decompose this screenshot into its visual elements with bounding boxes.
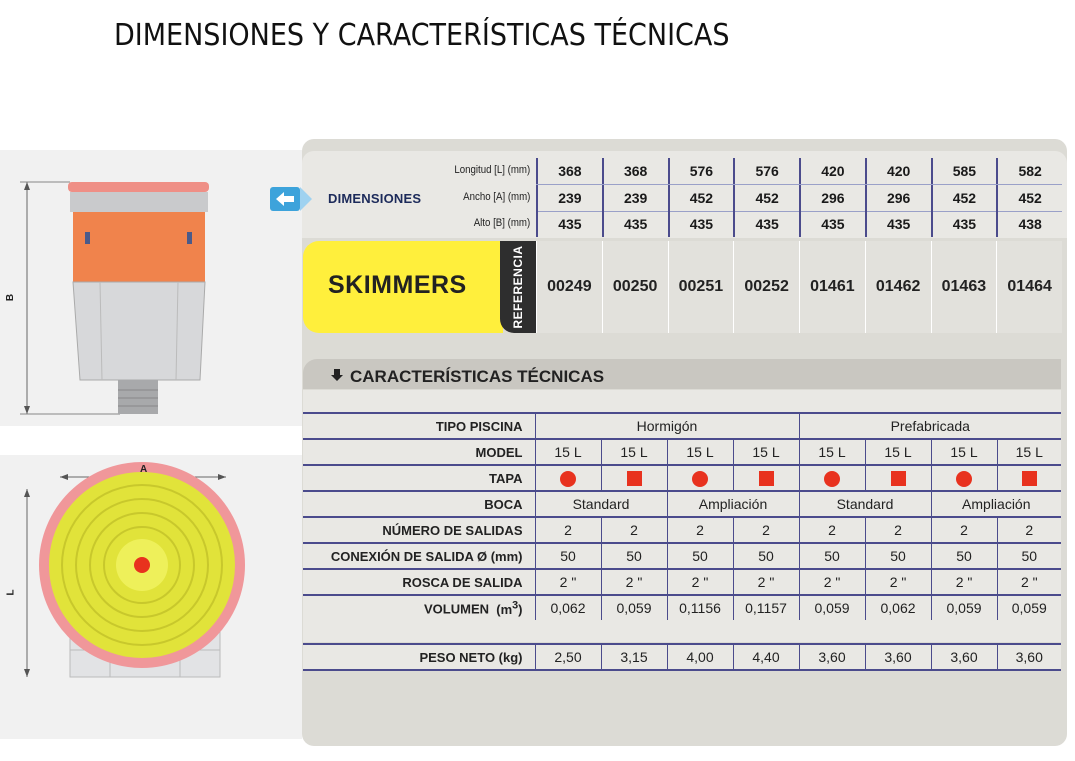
tapa-cell bbox=[997, 465, 1061, 491]
dim-value: 452 bbox=[733, 185, 799, 211]
volumen-cell: 0,1157 bbox=[733, 595, 799, 621]
dim-value: 239 bbox=[602, 185, 668, 211]
dim-label-alto: Alto [B] (mm) bbox=[473, 217, 530, 229]
peso-table bbox=[303, 643, 1061, 671]
arrow-left-icon bbox=[270, 187, 300, 211]
boca-cell: Ampliación bbox=[931, 491, 1061, 517]
row-volumen bbox=[303, 595, 1061, 621]
volumen-cell: 0,059 bbox=[997, 595, 1061, 621]
dim-value: 239 bbox=[536, 185, 602, 211]
conexion-cell: 50 bbox=[535, 543, 601, 569]
group-cell: Prefabricada bbox=[799, 413, 1061, 439]
square-lid-icon bbox=[1022, 471, 1037, 486]
peso-cell: 4,00 bbox=[667, 644, 733, 670]
boca-cell: Standard bbox=[799, 491, 931, 517]
salidas-cell: 2 bbox=[997, 517, 1061, 543]
volumen-cell: 0,059 bbox=[799, 595, 865, 621]
dim-value: 435 bbox=[668, 211, 734, 237]
round-lid-icon bbox=[824, 471, 840, 487]
row-label: BOCA bbox=[303, 491, 535, 517]
dim-label-ancho: Ancho [A] (mm) bbox=[462, 191, 530, 203]
salidas-cell: 2 bbox=[865, 517, 931, 543]
conexion-cell: 50 bbox=[667, 543, 733, 569]
dim-value: 452 bbox=[668, 185, 734, 211]
volumen-cell: 0,062 bbox=[865, 595, 931, 621]
row-boca bbox=[303, 491, 1061, 517]
conexion-cell: 50 bbox=[799, 543, 865, 569]
model-cell: 15 L bbox=[997, 439, 1061, 465]
skimmer-top-view-drawing bbox=[0, 455, 302, 739]
tapa-cell bbox=[667, 465, 733, 491]
model-cell: 15 L bbox=[601, 439, 667, 465]
tag-arrow-tip bbox=[300, 187, 312, 211]
volumen-label-cell bbox=[303, 595, 535, 621]
dimension-b-label: B bbox=[5, 293, 17, 302]
peso-cell: 3,60 bbox=[799, 644, 865, 670]
row-label: NÚMERO DE SALIDAS bbox=[303, 517, 535, 543]
model-cell: 15 L bbox=[865, 439, 931, 465]
square-lid-icon bbox=[759, 471, 774, 486]
rosca-cell: 2 " bbox=[799, 569, 865, 595]
dim-value: 420 bbox=[799, 158, 865, 184]
rosca-cell: 2 " bbox=[997, 569, 1061, 595]
reference-code: 00251 bbox=[668, 241, 734, 333]
caracteristicas-title: CARACTERÍSTICAS TÉCNICAS bbox=[350, 367, 605, 386]
dim-value: 435 bbox=[536, 211, 602, 237]
dim-value: 582 bbox=[996, 158, 1062, 184]
conexion-cell: 50 bbox=[997, 543, 1061, 569]
model-cell: 15 L bbox=[733, 439, 799, 465]
skimmers-title: SKIMMERS bbox=[328, 271, 467, 299]
row-salidas bbox=[303, 517, 1061, 543]
row-label: PESO NETO (kg) bbox=[303, 644, 535, 670]
row-tapa bbox=[303, 465, 1061, 491]
row-label: TAPA bbox=[303, 465, 535, 491]
reference-code: 01463 bbox=[931, 241, 997, 333]
dim-value: 452 bbox=[931, 185, 997, 211]
peso-cell: 3,60 bbox=[997, 644, 1061, 670]
dim-value: 420 bbox=[865, 158, 931, 184]
row-conexion bbox=[303, 543, 1061, 569]
round-lid-icon bbox=[956, 471, 972, 487]
boca-cell: Standard bbox=[535, 491, 667, 517]
volumen-cell: 0,059 bbox=[931, 595, 997, 621]
dimension-a-label: A bbox=[140, 464, 148, 475]
volumen-unit-base: (m bbox=[496, 601, 513, 617]
dim-row-longitud bbox=[536, 158, 1062, 184]
dimensiones-tag bbox=[270, 185, 436, 213]
reference-code: 00250 bbox=[602, 241, 668, 333]
tapa-cell bbox=[601, 465, 667, 491]
dim-value: 368 bbox=[536, 158, 602, 184]
dim-value: 576 bbox=[733, 158, 799, 184]
salidas-cell: 2 bbox=[733, 517, 799, 543]
dimensiones-label: DIMENSIONES bbox=[328, 191, 422, 206]
volumen-unit bbox=[496, 599, 523, 617]
reference-code: 00252 bbox=[733, 241, 799, 333]
reference-code: 01462 bbox=[865, 241, 931, 333]
model-cell: 15 L bbox=[667, 439, 733, 465]
dim-value: 435 bbox=[931, 211, 997, 237]
rosca-cell: 2 " bbox=[601, 569, 667, 595]
peso-cell: 4,40 bbox=[733, 644, 799, 670]
dim-label-longitud: Longitud [L] (mm) bbox=[454, 164, 530, 176]
rosca-cell: 2 " bbox=[667, 569, 733, 595]
row-label: MODEL bbox=[303, 439, 535, 465]
volumen-cell: 0,059 bbox=[601, 595, 667, 621]
row-tipo-piscina bbox=[303, 413, 1061, 439]
volumen-unit-exponent: 3 bbox=[512, 599, 519, 612]
dim-value: 452 bbox=[996, 185, 1062, 211]
salidas-cell: 2 bbox=[931, 517, 997, 543]
reference-code: 00249 bbox=[536, 241, 602, 333]
dim-value: 435 bbox=[602, 211, 668, 237]
conexion-cell: 50 bbox=[931, 543, 997, 569]
dim-row-ancho bbox=[536, 184, 1062, 212]
round-lid-icon bbox=[692, 471, 708, 487]
rosca-cell: 2 " bbox=[535, 569, 601, 595]
square-lid-icon bbox=[627, 471, 642, 486]
square-lid-icon bbox=[891, 471, 906, 486]
boca-cell: Ampliación bbox=[667, 491, 799, 517]
rosca-cell: 2 " bbox=[931, 569, 997, 595]
row-model bbox=[303, 439, 1061, 465]
dim-value: 585 bbox=[931, 158, 997, 184]
conexion-cell: 50 bbox=[601, 543, 667, 569]
round-lid-icon bbox=[560, 471, 576, 487]
volumen-cell: 0,1156 bbox=[667, 595, 733, 621]
salidas-cell: 2 bbox=[667, 517, 733, 543]
dimension-l-label: L bbox=[5, 589, 17, 596]
arrow-down-icon bbox=[330, 368, 344, 382]
dim-value: 368 bbox=[602, 158, 668, 184]
dim-value: 576 bbox=[668, 158, 734, 184]
rosca-cell: 2 " bbox=[865, 569, 931, 595]
peso-cell: 3,60 bbox=[865, 644, 931, 670]
dim-value: 296 bbox=[865, 185, 931, 211]
reference-code: 01461 bbox=[799, 241, 865, 333]
row-peso bbox=[303, 644, 1061, 670]
page-title: DIMENSIONES Y CARACTERÍSTICAS TÉCNICAS bbox=[114, 18, 730, 53]
row-label: TIPO PISCINA bbox=[303, 413, 535, 439]
reference-row bbox=[536, 241, 1062, 333]
tapa-cell bbox=[733, 465, 799, 491]
row-label: ROSCA DE SALIDA bbox=[303, 569, 535, 595]
row-label: VOLUMEN bbox=[424, 601, 489, 617]
volumen-cell: 0,062 bbox=[535, 595, 601, 621]
dim-value: 435 bbox=[733, 211, 799, 237]
tapa-cell bbox=[799, 465, 865, 491]
model-cell: 15 L bbox=[931, 439, 997, 465]
salidas-cell: 2 bbox=[601, 517, 667, 543]
rosca-cell: 2 " bbox=[733, 569, 799, 595]
group-cell: Hormigón bbox=[535, 413, 799, 439]
dim-value: 438 bbox=[996, 211, 1062, 237]
referencia-label: REFERENCIA bbox=[511, 245, 525, 329]
tapa-cell bbox=[865, 465, 931, 491]
dim-value: 435 bbox=[865, 211, 931, 237]
tapa-cell bbox=[535, 465, 601, 491]
peso-cell: 3,15 bbox=[601, 644, 667, 670]
peso-cell: 2,50 bbox=[535, 644, 601, 670]
dim-row-alto bbox=[536, 211, 1062, 237]
reference-code: 01464 bbox=[996, 241, 1062, 333]
conexion-cell: 50 bbox=[865, 543, 931, 569]
conexion-cell: 50 bbox=[733, 543, 799, 569]
skimmer-side-view-drawing bbox=[0, 150, 302, 426]
peso-cell: 3,60 bbox=[931, 644, 997, 670]
specs-table bbox=[303, 412, 1061, 622]
tapa-cell bbox=[931, 465, 997, 491]
spec-spacer bbox=[303, 390, 1061, 412]
dim-value: 435 bbox=[799, 211, 865, 237]
model-cell: 15 L bbox=[535, 439, 601, 465]
salidas-cell: 2 bbox=[535, 517, 601, 543]
volumen-unit-close: ) bbox=[518, 601, 523, 617]
dim-value: 296 bbox=[799, 185, 865, 211]
model-cell: 15 L bbox=[799, 439, 865, 465]
row-label: CONEXIÓN DE SALIDA Ø (mm) bbox=[303, 543, 535, 569]
row-rosca bbox=[303, 569, 1061, 595]
salidas-cell: 2 bbox=[799, 517, 865, 543]
spec-gap bbox=[303, 620, 1061, 642]
